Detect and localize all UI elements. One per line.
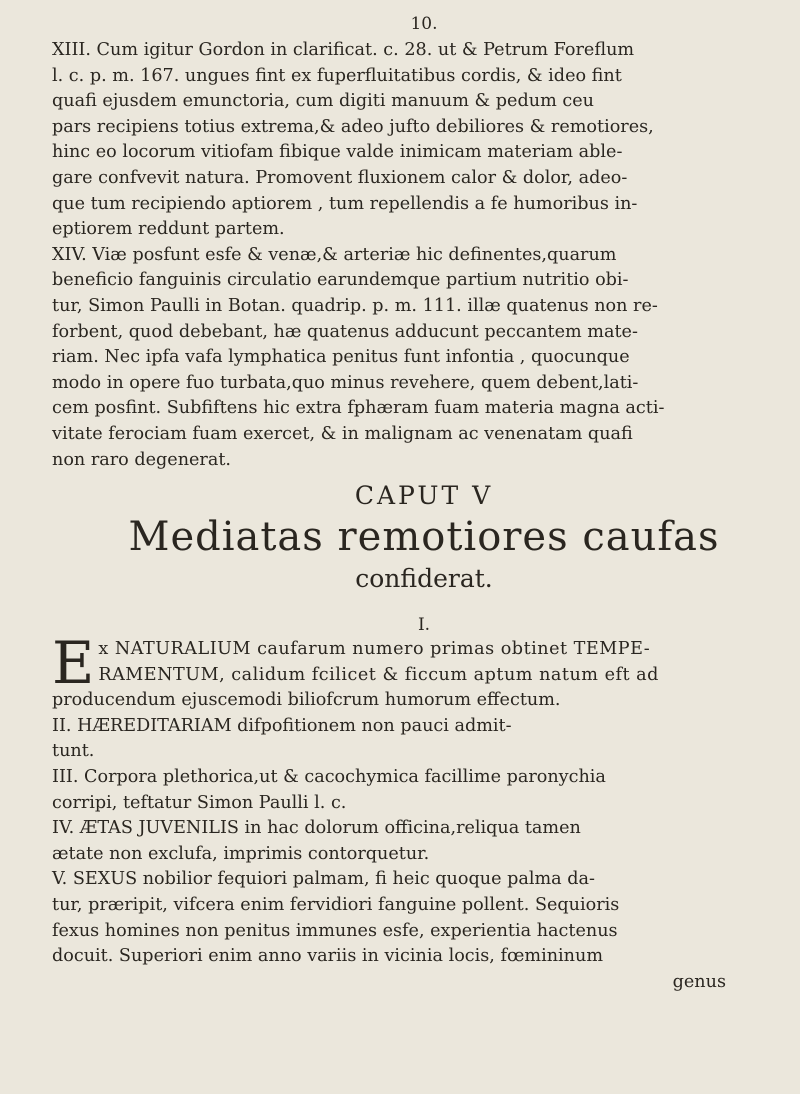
- text-line: II. HÆREDITARIAM difpofitionem non pauci admit-: [52, 715, 512, 736]
- text-line: ætate non exclufa, imprimis contorquetur.: [52, 843, 430, 864]
- text-line: III. Corpora plethorica,ut & cacochymica facillime paronychia: [52, 767, 606, 788]
- text-line: eptiorem reddunt partem.: [52, 219, 285, 240]
- text-line: que tum recipiendo aptiorem , tum repellendis a fe humoribus in-: [52, 193, 638, 214]
- text-line: pars recipiens totius extrema,& adeo jufto debiliores & remotiores,: [52, 116, 654, 137]
- paragraph-block-1: [52, 38, 756, 473]
- text-line: tur, Simon Paulli in Botan. quadrip. p. m. 111. illæ quatenus non re-: [52, 295, 658, 316]
- text-line: modo in opere fuo turbata,quo minus revehere, quem debent,lati-: [52, 372, 639, 393]
- text-line: riam. Nec ipfa vafa lymphatica penitus funt infontia , quocunque: [52, 347, 630, 368]
- chapter-title: Mediatas remotiores caufas: [128, 514, 720, 561]
- text-line: forbent, quod debebant, hæ quatenus adducunt peccantem mate-: [52, 321, 638, 342]
- text-line: tur, præripit, vifcera enim fervidiori fanguine pollent. Sequioris: [52, 895, 620, 916]
- text-line: vitate ferociam fuam exercet, & in malignam ac venenatam quafi: [52, 423, 633, 444]
- text-line: beneficio fanguinis circulatio earundemque partium nutritio obi-: [52, 270, 629, 291]
- text-line: fexus homines non penitus immunes esfe, experientia hactenus: [52, 920, 618, 941]
- text-line: hinc eo locorum vitiofam fibique valde inimicam materiam able-: [52, 142, 623, 163]
- text-line: V. SEXUS nobilior fequiori palmam, fi heic quoque palma da-: [52, 869, 595, 890]
- page-number: 10.: [410, 14, 438, 34]
- section-number: I.: [417, 615, 431, 636]
- text-line: quafi ejusdem emunctoria, cum digiti manuum & pedum ceu: [52, 91, 594, 112]
- text-line: XIII. Cum igitur Gordon in clarificat. c. 28. ut & Petrum Foreflum: [52, 40, 635, 60]
- text-line: IV. ÆTAS JUVENILIS in hac dolorum officina,reliqua tamen: [52, 818, 581, 839]
- drop-cap: E: [52, 629, 95, 698]
- text-line: cem posfint. Subfiftens hic extra fphæram fuam materia magna acti-: [52, 398, 665, 419]
- text-line: non raro degenerat.: [52, 449, 231, 470]
- text-line: l. c. p. m. 167. ungues fint ex fuperfluitatibus cordis, & ideo fint: [52, 65, 622, 86]
- text-line: corripi, teftatur Simon Paulli l. c.: [52, 792, 347, 813]
- catchword: genus: [672, 971, 726, 992]
- text-line: RAMENTUM, calidum fcilicet & ficcum aptum natum eft ad: [98, 664, 659, 685]
- text-line: gare confvevit natura. Promovent fluxionem calor & dolor, adeo-: [52, 167, 628, 188]
- text-line: docuit. Superiori enim anno variis in vicinia locis, fœmininum: [52, 946, 604, 967]
- paragraph-block-2: [52, 629, 756, 970]
- chapter-subtitle: confiderat.: [355, 564, 493, 594]
- text-line: x NATURALIUM caufarum numero primas obtinet TEMPE-: [98, 639, 651, 660]
- text-line: tunt.: [52, 741, 95, 762]
- text-line: XIV. Viæ posfunt esfe & venæ,& arteriæ hic definentes,quarum: [52, 244, 617, 265]
- text-line: producendum ejuscemodi biliofcrum humorum effectum.: [52, 690, 561, 711]
- chapter-heading: CAPUT V: [354, 481, 494, 511]
